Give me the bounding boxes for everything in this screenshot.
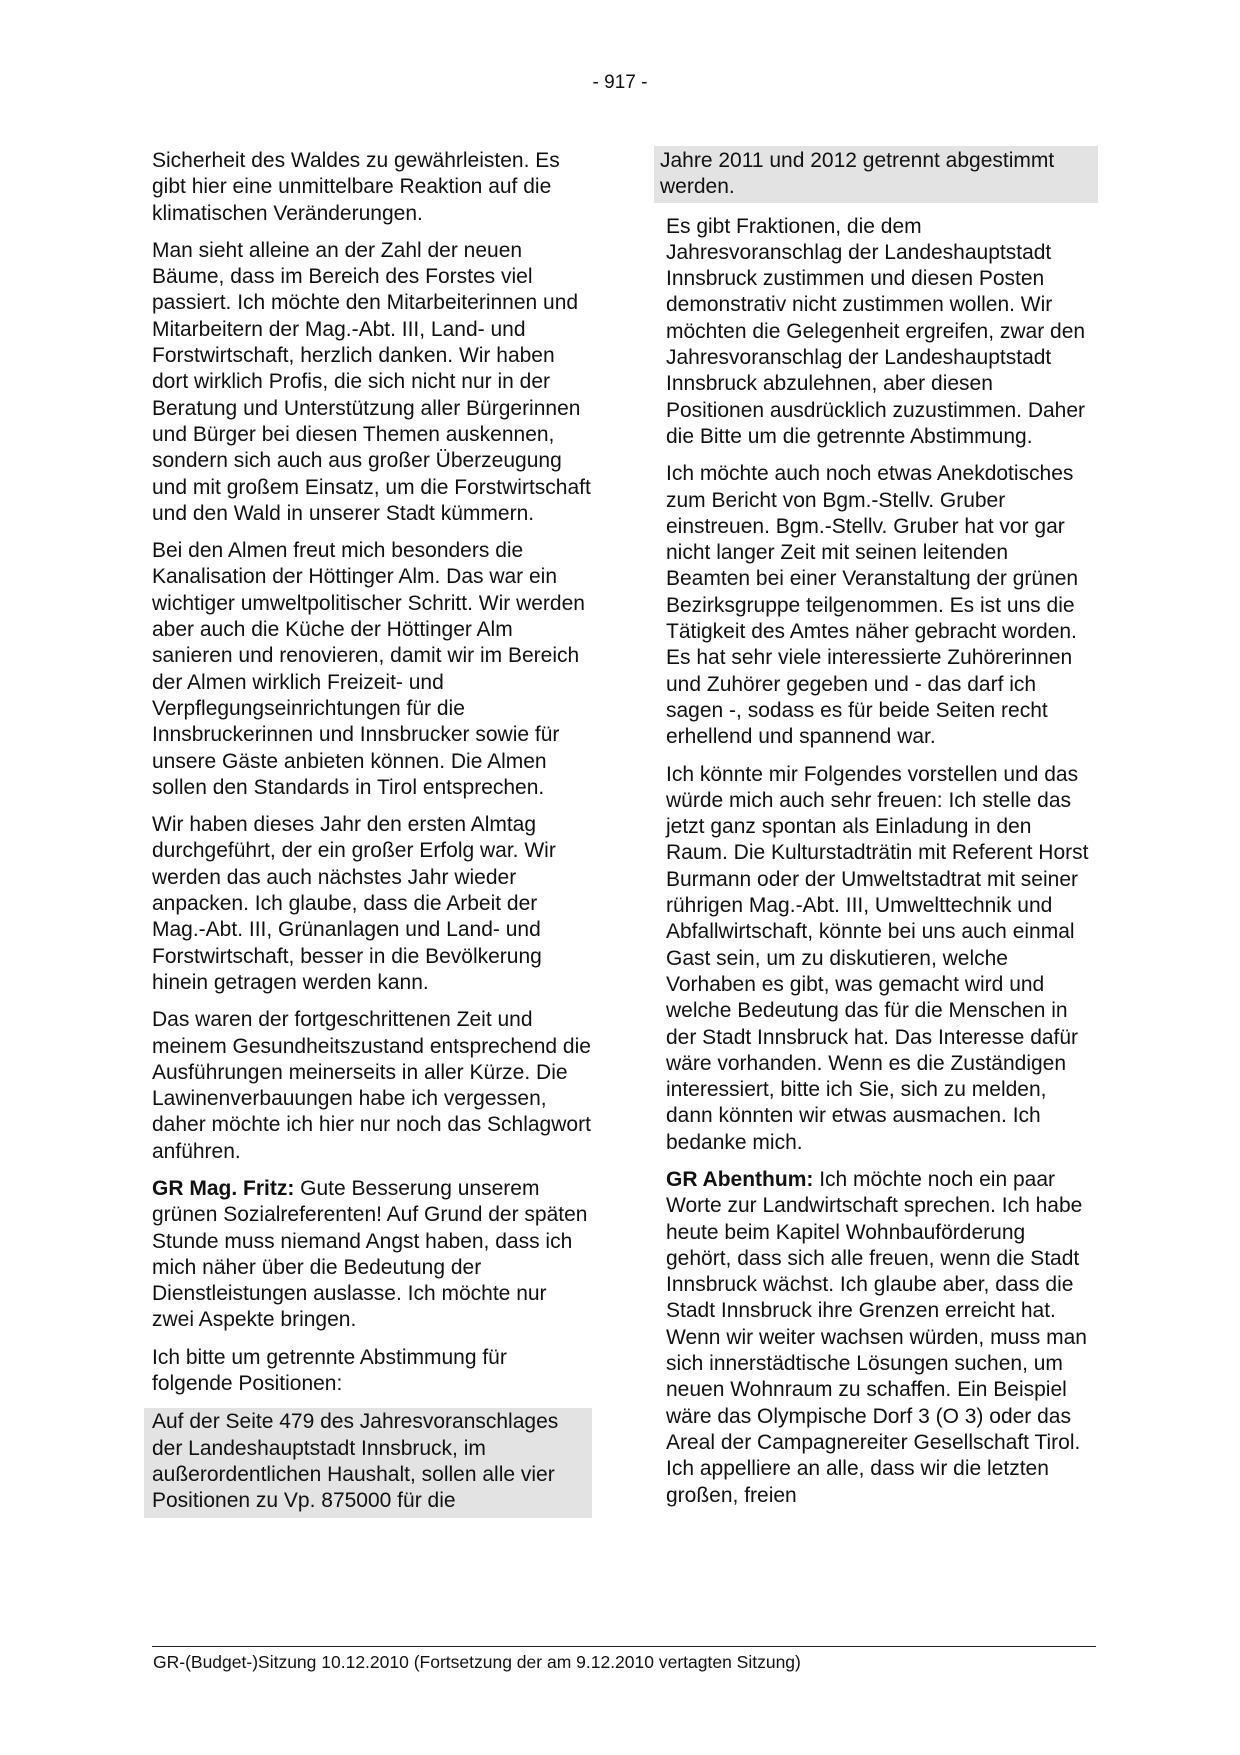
left-column [152, 148, 592, 1529]
speaker-name: GR Abenthum: [666, 1167, 814, 1191]
right-paragraph-abenthum [660, 1167, 1096, 1509]
footer-divider [152, 1646, 1096, 1647]
motion-text-block: Auf der Seite 479 des Jahresvoranschlages der Landeshauptstadt Innsbruck, im außerordentlichen Haushalt, sollen alle vier Positionen zu Vp. 875000 für die [144, 1408, 592, 1517]
footer-session-info: GR-(Budget-)Sitzung 10.12.2010 (Fortsetzung der am 9.12.2010 vertagten Sitzung) [153, 1652, 801, 1672]
left-paragraph-4: Wir haben dieses Jahr den ersten Almtag durchgeführt, der ein großer Erfolg war. Wir werden das auch nächstes Jahr wieder anpacken. Ich glaube, dass die Arbeit der Mag.-Abt. III, Grünanlagen und Land- und Forstwirtschaft, besser in die Bevölkerung hinein getragen werden kann. [152, 813, 556, 994]
left-paragraph-3: Bei den Almen freut mich besonders die Kanalisation der Höttinger Alm. Das war ein wichtiger umweltpolitischer Schritt. Wir werden aber auch die Küche der Höttinger Alm sanieren und renovieren, damit wir im Bereich der Almen wirklich Freizeit- und Verpflegungseinrichtungen für die Innsbruckerinnen und Innsbrucker sowie für unsere Gäste anbieten können. Die Almen sollen den Standards in Tirol entsprechen. [152, 539, 585, 799]
speech-text: Gute Besserung unserem grünen Sozialreferenten! Auf Grund der späten Stunde muss niemand Angst haben, dass ich mich näher über die Bedeutung der Dienstleistungen auslasse. Ich möchte nur zwei Aspekte bringen. [152, 1176, 588, 1332]
left-paragraph-1: Sicherheit des Waldes zu gewährleisten. Es gibt hier eine unmittelbare Reaktion auf die klimatischen Veränderungen. [152, 149, 560, 225]
speaker-name: GR Mag. Fritz: [152, 1176, 295, 1200]
speech-text: Ich möchte noch ein paar Worte zur Landwirtschaft sprechen. Ich habe heute beim Kapitel Wohnbauförderung gehört, dass sich alle freuen, wenn die Stadt Innsbruck wächst. Ich glaube aber, dass die Stadt Innsbruck ihre Grenzen erreicht hat. Wenn wir weiter wachsen würden, muss man sich innerstädtische Lösungen suchen, um neuen Wohnraum zu schaffen. Ein Beispiel wäre das Olympische Dorf 3 (O 3) oder das Areal der Campagnereiter Gesellschaft Tirol. Ich appelliere an alle, dass wir die letzten großen, freien [666, 1167, 1087, 1507]
right-paragraph-4: Ich könnte mir Folgendes vorstellen und das würde mich auch sehr freuen: Ich stelle das jetzt ganz spontan als Einladung in den Raum. Die Kulturstadträtin mit Referent Horst Burmann oder der Umweltstadtrat mit seiner rührigen Mag.-Abt. III, Umwelttechnik und Abfallwirtschaft, könnte bei uns auch einmal Gast sein, um zu diskutieren, welche Vorhaben es gibt, was gemacht wird und welche Bedeutung das für die Menschen in der Stadt Innsbruck hat. Das Interesse dafür wäre vorhanden. Wenn es die Zuständigen interessiert, bitte ich Sie, sich zu melden, dann könnten wir etwas ausmachen. Ich bedanke mich. [666, 762, 1089, 1154]
left-paragraph-2: Man sieht alleine an der Zahl der neuen Bäume, dass im Bereich des Forstes viel passiert. Ich möchte den Mitarbeiterinnen und Mitarbeitern der Mag.-Abt. III, Land- und Forstwirtschaft, herzlich danken. Wir haben dort wirklich Profis, die sich nicht nur in der Beratung und Unterstützung aller Bürgerinnen und Bürger bei diesen Themen auskennen, sondern sich auch aus großer Überzeugung und mit großem Einsatz, um die Forstwirtschaft und den Wald in unserer Stadt kümmern. [152, 238, 591, 525]
page-number: - 917 - [592, 72, 648, 93]
right-column [660, 148, 1096, 1520]
left-paragraph-5: Das waren der fortgeschrittenen Zeit und meinem Gesundheitszustand entsprechend die Ausführungen meinerseits in aller Kürze. Die Lawinenverbauungen habe ich vergessen, daher möchte ich hier nur noch das Schlagwort anführen. [152, 1008, 591, 1163]
left-paragraph-fritz [152, 1176, 592, 1334]
right-paragraph-2: Es gibt Fraktionen, die dem Jahresvoranschlag der Landeshauptstadt Innsbruck zustimmen und diesen Posten demonstrativ nicht zustimmen wollen. Wir möchten die Gelegenheit ergreifen, zwar den Jahresvoranschlag der Landeshauptstadt Innsbruck abzulehnen, aber diesen Positionen ausdrücklich zuzustimmen. Daher die Bitte um die getrennte Abstimmung. [666, 214, 1086, 448]
motion-text-continued: Jahre 2011 und 2012 getrennt abgestimmt werden. [654, 146, 1098, 203]
left-paragraph-7: Ich bitte um getrennte Abstimmung für folgende Positionen: [152, 1345, 507, 1396]
right-paragraph-3: Ich möchte auch noch etwas Anekdotisches zum Bericht von Bgm.-Stellv. Gruber einstreuen. Bgm.-Stellv. Gruber hat vor gar nicht langer Zeit mit seinen leitenden Beamten bei einer Veranstaltung der grünen Bezirksgruppe teilgenommen. Es ist uns die Tätigkeit des Amtes näher gebracht worden. Es hat sehr viele interessierte Zuhörerinnen und Zuhörer gegeben und - das darf ich sagen -, sodass es für beide Seiten recht erhellend und spannend war. [666, 462, 1079, 749]
